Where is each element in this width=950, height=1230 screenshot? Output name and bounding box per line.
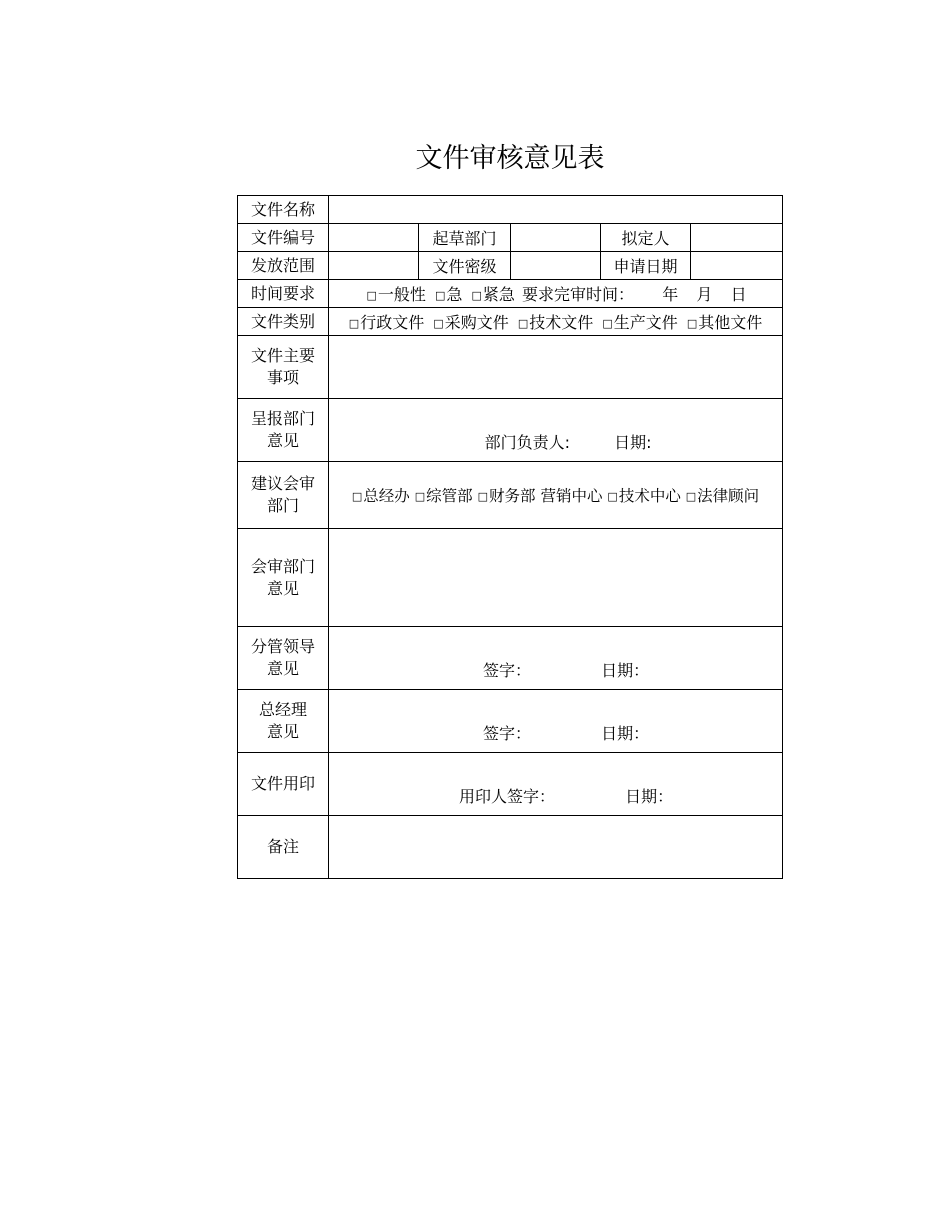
main-items-field[interactable]: [329, 336, 783, 399]
apply-date-field[interactable]: [691, 252, 783, 280]
row-time-requirement: [238, 280, 783, 308]
review-opinion-field[interactable]: [329, 529, 783, 627]
checkbox-icon[interactable]: □: [366, 289, 377, 302]
category-option-purchase[interactable]: □采购文件: [433, 313, 509, 332]
dept-option-tech-center[interactable]: □技术中心: [607, 487, 681, 505]
gm-sign-label: 签字：: [482, 724, 531, 743]
checkbox-icon[interactable]: □: [477, 490, 488, 503]
review-opinion-label: 会审部门 意见: [238, 529, 329, 627]
main-items-label: 文件主要 事项: [238, 336, 329, 399]
row-file-name: [238, 196, 783, 224]
dept-head-label: 部门负责人:: [484, 433, 570, 452]
drafter-field[interactable]: [691, 224, 783, 252]
seal-label: 文件用印: [238, 753, 329, 816]
checkbox-icon[interactable]: □: [414, 490, 426, 503]
row-seal: [238, 753, 783, 816]
gm-date-label: 日期：: [601, 724, 650, 743]
deadline-month: 月: [696, 285, 713, 304]
form-title: 文件审核意见表: [415, 143, 605, 174]
deadline-day: 日: [730, 285, 747, 304]
checkbox-icon[interactable]: □: [602, 317, 613, 330]
file-number-label: 文件编号: [238, 224, 329, 252]
submit-dept-label: 呈报部门 意见: [238, 399, 329, 462]
gm-opinion-label: 总经理 意见: [238, 690, 329, 753]
checkbox-icon[interactable]: □: [685, 490, 697, 503]
leader-opinion-field[interactable]: [329, 627, 783, 690]
drafter-label: 拟定人: [601, 224, 691, 252]
category-options: [329, 308, 783, 336]
row-category: [238, 308, 783, 336]
suggest-depts-label: 建议会审 部门: [238, 462, 329, 529]
category-label: 文件类别: [238, 308, 329, 336]
dept-option-general-mgmt[interactable]: □综管部: [414, 487, 473, 505]
dept-option-marketing[interactable]: 营销中心: [540, 487, 603, 505]
checkbox-icon[interactable]: □: [433, 317, 444, 330]
row-remarks: [238, 816, 783, 879]
leader-date-label: 日期：: [601, 661, 650, 680]
review-form-table: [237, 195, 783, 879]
suggest-depts-options: [329, 462, 783, 529]
time-req-options: [329, 280, 783, 308]
remarks-field[interactable]: [329, 816, 783, 879]
checkbox-icon[interactable]: □: [686, 317, 698, 330]
dept-option-legal[interactable]: □法律顾问: [685, 487, 760, 505]
checkbox-icon[interactable]: □: [351, 490, 363, 503]
file-name-field[interactable]: [329, 196, 783, 224]
checkbox-icon[interactable]: □: [517, 317, 529, 330]
deadline-year: 年: [662, 285, 679, 304]
time-req-option-very-urgent[interactable]: □紧急: [471, 285, 515, 304]
row-suggest-depts: [238, 462, 783, 529]
row-file-number: [238, 224, 783, 252]
checkbox-icon[interactable]: □: [607, 490, 618, 503]
draft-dept-field[interactable]: [511, 224, 601, 252]
time-req-label: 时间要求: [238, 280, 329, 308]
category-option-admin[interactable]: □行政文件: [348, 313, 425, 332]
seal-sign-label: 用印人签字：: [458, 787, 555, 806]
time-req-option-urgent[interactable]: □急: [434, 285, 463, 304]
seal-date-label: 日期：: [625, 787, 674, 806]
row-submit-dept-opinion: [238, 399, 783, 462]
draft-dept-label: 起草部门: [419, 224, 511, 252]
row-gm-opinion: [238, 690, 783, 753]
category-option-other[interactable]: □其他文件: [686, 313, 763, 332]
gm-opinion-field[interactable]: [329, 690, 783, 753]
deadline-label: 要求完审时间：: [521, 285, 634, 304]
leader-opinion-label: 分管领导 意见: [238, 627, 329, 690]
row-distribution: [238, 252, 783, 280]
dept-option-gm-office[interactable]: □总经办: [351, 487, 410, 505]
apply-date-label: 申请日期: [601, 252, 691, 280]
distribution-field[interactable]: [329, 252, 419, 280]
seal-field[interactable]: [329, 753, 783, 816]
distribution-label: 发放范围: [238, 252, 329, 280]
checkbox-icon[interactable]: □: [471, 289, 482, 302]
row-leader-opinion: [238, 627, 783, 690]
category-option-technical[interactable]: □技术文件: [517, 313, 594, 332]
dept-option-finance[interactable]: □财务部: [477, 487, 536, 505]
checkbox-icon[interactable]: □: [434, 289, 446, 302]
file-number-field[interactable]: [329, 224, 419, 252]
row-main-items: [238, 336, 783, 399]
secret-level-field[interactable]: [511, 252, 601, 280]
file-name-label: 文件名称: [238, 196, 329, 224]
leader-sign-label: 签字：: [482, 661, 531, 680]
submit-dept-field[interactable]: [329, 399, 783, 462]
time-req-option-normal[interactable]: □一般性: [366, 285, 426, 304]
checkbox-icon[interactable]: □: [348, 317, 360, 330]
category-option-production[interactable]: □生产文件: [602, 313, 678, 332]
row-review-opinion: [238, 529, 783, 627]
remarks-label: 备注: [238, 816, 329, 879]
secret-level-label: 文件密级: [419, 252, 511, 280]
submit-date-label: 日期:: [614, 433, 652, 452]
